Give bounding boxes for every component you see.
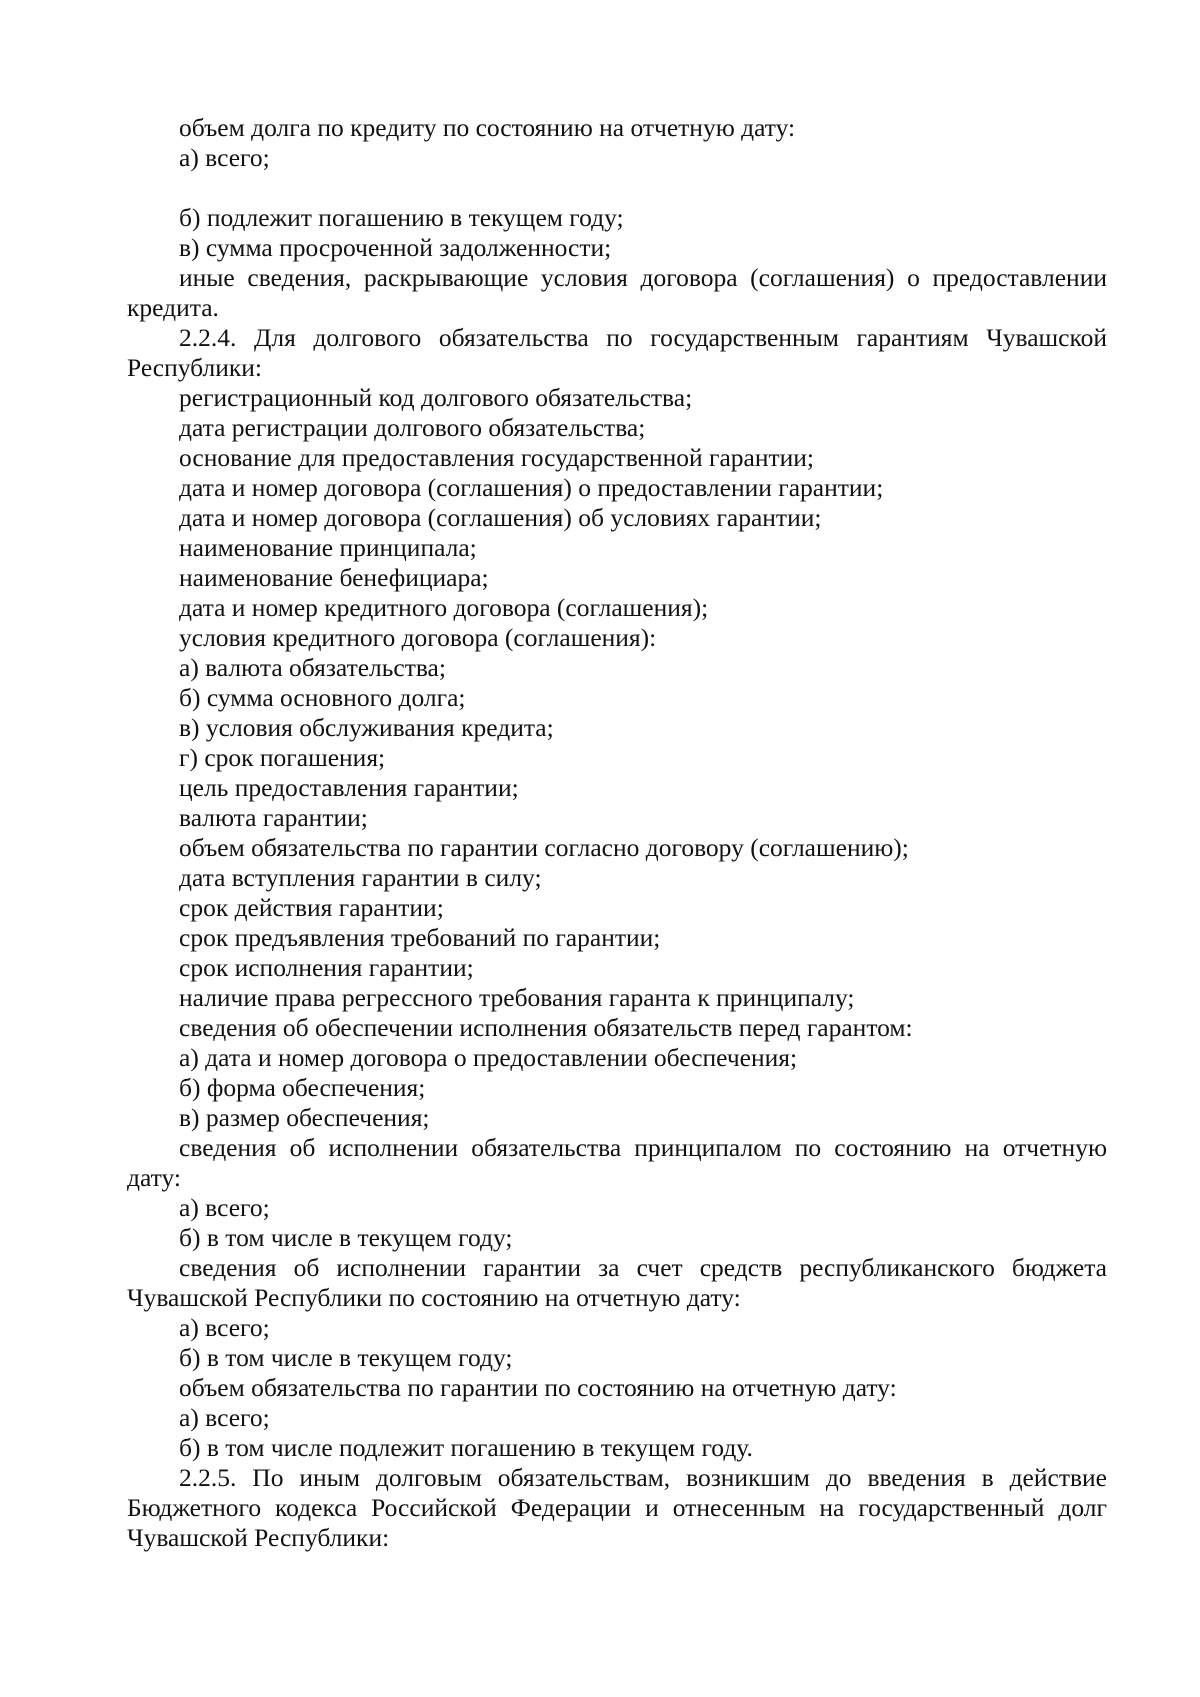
text-line: иные сведения, раскрывающие условия договора (соглашения) о предоставлении <box>179 263 1107 292</box>
list-item: дата и номер договора (соглашения) о предоставлении гарантии; <box>179 473 884 502</box>
list-item: дата и номер кредитного договора (соглашения); <box>179 593 709 622</box>
section-heading-line: 2.2.4. Для долгового обязательства по государственным гарантиям Чувашской <box>179 323 1107 352</box>
list-item: а) дата и номер договора о предоставлении обеспечения; <box>179 1043 798 1072</box>
list-item: наименование принципала; <box>179 533 477 562</box>
list-item: цель предоставления гарантии; <box>179 773 519 802</box>
list-item: объем обязательства по гарантии согласно договору (соглашению); <box>179 833 909 862</box>
list-item: б) в том числе подлежит погашению в текущем году. <box>179 1433 753 1462</box>
text-line: Чувашской Республики: <box>127 1523 390 1552</box>
text-line: Бюджетного кодекса Российской Федерации и отнесенным на государственный долг <box>127 1493 1107 1522</box>
list-item: сведения об обеспечении исполнения обязательств перед гарантом: <box>179 1013 913 1042</box>
list-item: б) в том числе в текущем году; <box>179 1223 513 1252</box>
list-item: а) всего; <box>179 1403 270 1432</box>
list-item: регистрационный код долгового обязательства; <box>179 383 693 412</box>
text-line: кредита. <box>127 293 219 322</box>
list-item: срок предъявления требований по гарантии; <box>179 923 661 952</box>
list-item: б) форма обеспечения; <box>179 1073 426 1102</box>
text-line: сведения об исполнении гарантии за счет средств республиканского бюджета <box>179 1253 1107 1282</box>
list-item: наличие права регрессного требования гаранта к принципалу; <box>179 983 855 1012</box>
list-item: срок действия гарантии; <box>179 893 444 922</box>
list-item: наименование бенефициара; <box>179 563 489 592</box>
list-item: в) сумма просроченной задолженности; <box>179 233 612 262</box>
document-body <box>127 113 1107 1553</box>
text-line: сведения об исполнении обязательства принципалом по состоянию на отчетную <box>179 1133 1107 1162</box>
list-item: объем обязательства по гарантии по состоянию на отчетную дату: <box>179 1373 897 1402</box>
list-item: а) всего; <box>179 1193 270 1222</box>
list-item: дата регистрации долгового обязательства; <box>179 413 646 442</box>
text-line: Республики: <box>127 353 263 382</box>
text-line: объем долга по кредиту по состоянию на отчетную дату: <box>179 113 796 142</box>
list-item: срок исполнения гарантии; <box>179 953 474 982</box>
list-item: а) всего; <box>179 143 270 172</box>
text-line: дату: <box>127 1163 181 1192</box>
list-item: в) условия обслуживания кредита; <box>179 713 554 742</box>
blank-gap <box>127 173 1107 203</box>
list-item: г) срок погашения; <box>179 743 386 772</box>
list-item: в) размер обеспечения; <box>179 1103 430 1132</box>
list-item: дата вступления гарантии в силу; <box>179 863 542 892</box>
list-item: б) подлежит погашению в текущем году; <box>179 203 624 232</box>
list-item: дата и номер договора (соглашения) об условиях гарантии; <box>179 503 822 532</box>
list-item: основание для предоставления государственной гарантии; <box>179 443 815 472</box>
list-item: а) всего; <box>179 1313 270 1342</box>
list-item: а) валюта обязательства; <box>179 653 446 682</box>
text-line: Чувашской Республики по состоянию на отчетную дату: <box>127 1283 741 1312</box>
list-item: валюта гарантии; <box>179 803 368 832</box>
list-item: б) в том числе в текущем году; <box>179 1343 513 1372</box>
section-heading-line: 2.2.5. По иным долговым обязательствам, возникшим до введения в действие <box>179 1463 1107 1492</box>
list-item: б) сумма основного долга; <box>179 683 466 712</box>
list-item: условия кредитного договора (соглашения): <box>179 623 657 652</box>
